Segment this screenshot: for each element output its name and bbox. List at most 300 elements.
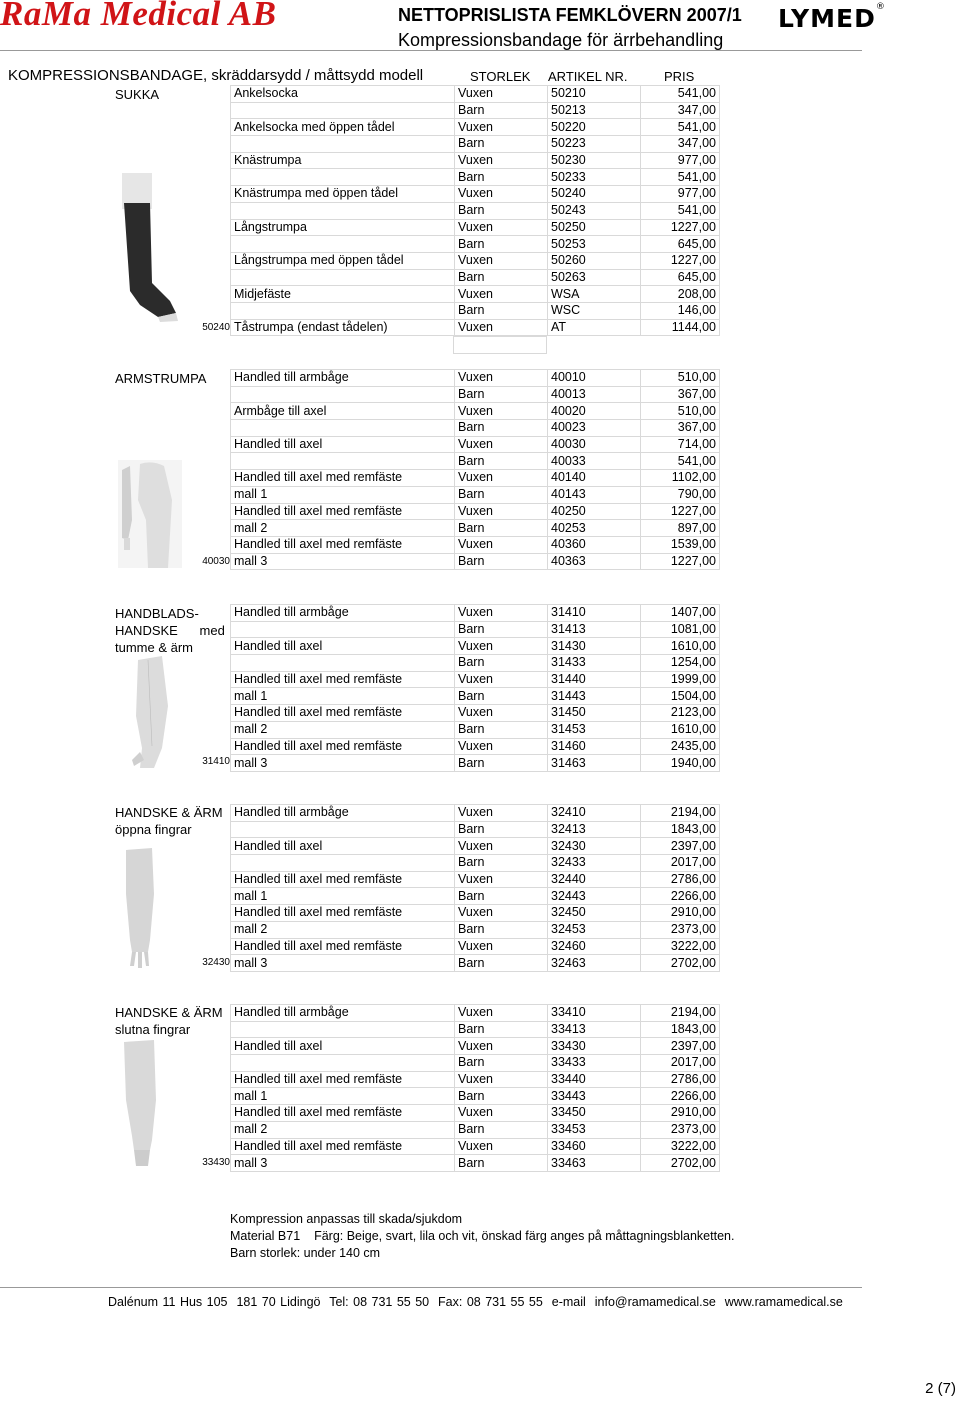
article-cell: 50233 [548,169,641,186]
size-cell: Barn [455,236,548,253]
table-row [231,219,720,236]
price-cell: 2373,00 [641,1121,720,1138]
size-cell: Vuxen [455,403,548,420]
price-cell: 2373,00 [641,921,720,938]
article-cell: 50213 [548,102,641,119]
product-cell [231,269,455,286]
size-cell: Vuxen [455,370,548,387]
article-cell: 32450 [548,905,641,922]
table-row [231,252,720,269]
table-row [231,1038,720,1055]
table-row [231,671,720,688]
table-row [231,1021,720,1038]
price-cell: 2397,00 [641,838,720,855]
table-row [231,553,720,570]
article-cell: 40013 [548,386,641,403]
price-cell: 1144,00 [641,319,720,336]
size-cell: Barn [455,688,548,705]
product-cell [231,169,455,186]
price-cell: 510,00 [641,370,720,387]
size-cell: Vuxen [455,605,548,622]
size-cell: Barn [455,169,548,186]
article-cell: 32460 [548,938,641,955]
article-cell: 31413 [548,621,641,638]
table-row [231,805,720,822]
size-cell: Barn [455,486,548,503]
size-cell: Vuxen [455,436,548,453]
size-cell: Barn [455,1021,548,1038]
size-cell: Barn [455,553,548,570]
product-cell [231,855,455,872]
price-table-sukka [230,85,720,336]
price-cell: 645,00 [641,269,720,286]
article-cell: 40033 [548,453,641,470]
section-label-line: HANDBLADS- [115,606,199,621]
image-article-code: 33430 [202,1157,230,1168]
product-cell: Handled till axel med remfäste [231,536,455,553]
price-cell: 2266,00 [641,888,720,905]
size-cell: Barn [455,202,548,219]
price-cell: 367,00 [641,386,720,403]
table-row [231,855,720,872]
size-cell: Vuxen [455,536,548,553]
price-cell: 1407,00 [641,605,720,622]
price-cell: 2786,00 [641,1071,720,1088]
product-cell: Handled till axel [231,838,455,855]
article-cell: 33450 [548,1105,641,1122]
product-cell: Handled till axel med remfäste [231,871,455,888]
price-cell: 1227,00 [641,252,720,269]
section-label [115,605,225,656]
product-cell [231,236,455,253]
article-cell: 50223 [548,136,641,153]
product-cell: Handled till axel med remfäste [231,1105,455,1122]
article-cell: 40250 [548,503,641,520]
product-cell [231,202,455,219]
article-cell: 32410 [548,805,641,822]
price-cell: 2702,00 [641,955,720,972]
section-label-line: tumme & ärm [115,640,194,655]
footer-contact: Dalénum 11 Hus 105 181 70 Lidingö Tel: 08 731 55 50 Fax: 08 731 55 55 e-mail info@ramamedical.se www.ramamedical.se [108,1295,843,1309]
price-cell: 1940,00 [641,755,720,772]
size-cell: Barn [455,420,548,437]
product-cell: Handled till axel med remfäste [231,1071,455,1088]
article-cell: 40143 [548,486,641,503]
price-cell: 714,00 [641,436,720,453]
table-row [231,888,720,905]
article-cell: 50243 [548,202,641,219]
glove-sleeve-image [118,656,180,771]
price-cell: 541,00 [641,169,720,186]
image-article-code: 32430 [202,957,230,968]
section-label-line: slutna fingrar [115,1022,191,1037]
price-cell: 347,00 [641,102,720,119]
price-cell: 2786,00 [641,871,720,888]
company-logo: RaMa Medical AB [0,0,277,33]
product-cell: Handled till axel med remfäste [231,503,455,520]
size-cell: Vuxen [455,905,548,922]
table-row [231,136,720,153]
size-cell: Vuxen [455,1071,548,1088]
table-row [231,905,720,922]
image-article-code: 40030 [202,556,230,567]
price-cell: 1999,00 [641,671,720,688]
product-cell: Tåstrumpa (endast tådelen) [231,319,455,336]
size-cell: Vuxen [455,805,548,822]
empty-cell [453,336,547,354]
product-cell: Ankelsocka [231,86,455,103]
article-cell: 33460 [548,1138,641,1155]
table-row [231,655,720,672]
article-cell: 40010 [548,370,641,387]
product-cell: mall 3 [231,955,455,972]
product-cell [231,821,455,838]
article-cell: 31463 [548,755,641,772]
section-label-line: öppna fingrar [115,822,192,837]
column-header-price: PRIS [664,69,695,84]
price-cell: 1227,00 [641,553,720,570]
article-cell: 32430 [548,838,641,855]
size-cell: Barn [455,386,548,403]
size-cell: Barn [455,955,548,972]
product-cell: Handled till axel med remfäste [231,1138,455,1155]
article-cell: 31443 [548,688,641,705]
size-cell: Vuxen [455,1105,548,1122]
article-cell: 32443 [548,888,641,905]
table-row [231,1121,720,1138]
size-cell: Vuxen [455,705,548,722]
product-cell: mall 3 [231,755,455,772]
price-cell: 2194,00 [641,805,720,822]
table-row [231,319,720,336]
price-cell: 1227,00 [641,503,720,520]
size-cell: Vuxen [455,319,548,336]
price-cell: 2397,00 [641,1038,720,1055]
price-cell: 1102,00 [641,470,720,487]
article-cell: 32413 [548,821,641,838]
size-cell: Barn [455,136,548,153]
size-cell: Vuxen [455,1005,548,1022]
notes-block [230,1211,734,1262]
product-cell: Handled till axel [231,638,455,655]
product-cell [231,102,455,119]
price-cell: 2702,00 [641,1155,720,1172]
table-row [231,755,720,772]
price-cell: 2017,00 [641,855,720,872]
price-cell: 2910,00 [641,905,720,922]
price-cell: 541,00 [641,86,720,103]
price-cell: 897,00 [641,520,720,537]
article-cell: 31453 [548,721,641,738]
table-row [231,721,720,738]
registered-mark-icon: ® [875,2,886,12]
page-heading: NETTOPRISLISTA FEMKLÖVERN 2007/1 [398,5,742,25]
article-cell: 33413 [548,1021,641,1038]
article-cell: 33463 [548,1155,641,1172]
price-cell: 208,00 [641,286,720,303]
article-cell: 50240 [548,186,641,203]
article-cell: 40363 [548,553,641,570]
section-label [115,1004,223,1038]
price-cell: 977,00 [641,152,720,169]
product-cell: mall 3 [231,1155,455,1172]
article-cell: 32463 [548,955,641,972]
price-cell: 2123,00 [641,705,720,722]
table-row [231,1155,720,1172]
table-row [231,871,720,888]
table-row [231,955,720,972]
section-label [115,370,206,387]
table-row [231,621,720,638]
size-cell: Barn [455,855,548,872]
product-cell: mall 2 [231,520,455,537]
article-cell: AT [548,319,641,336]
article-cell: 40360 [548,536,641,553]
table-row [231,838,720,855]
product-cell: mall 2 [231,1121,455,1138]
table-row [231,370,720,387]
section-title: KOMPRESSIONSBANDAGE, skräddarsydd / måttsydd modell [8,67,424,84]
price-cell: 1843,00 [641,1021,720,1038]
product-cell: Knästrumpa med öppen tådel [231,186,455,203]
table-row [231,705,720,722]
article-cell: 31433 [548,655,641,672]
price-cell: 1254,00 [641,655,720,672]
column-header-article: ARTIKEL NR. [548,69,628,84]
size-cell: Vuxen [455,119,548,136]
product-cell: Ankelsocka med öppen tådel [231,119,455,136]
table-row [231,436,720,453]
price-cell: 1610,00 [641,721,720,738]
product-cell [231,1021,455,1038]
product-cell [231,302,455,319]
table-row [231,302,720,319]
product-cell: Handled till axel med remfäste [231,938,455,955]
product-cell: mall 1 [231,1088,455,1105]
article-cell: 33433 [548,1055,641,1072]
section-label-line: ARMSTRUMPA [115,371,207,386]
size-cell: Barn [455,721,548,738]
product-cell: Knästrumpa [231,152,455,169]
table-row [231,738,720,755]
table-row [231,1105,720,1122]
stocking-image [118,173,184,323]
table-row [231,503,720,520]
article-cell: 31410 [548,605,641,622]
article-cell: 31440 [548,671,641,688]
price-cell: 541,00 [641,453,720,470]
size-cell: Vuxen [455,1138,548,1155]
product-cell: Handled till axel med remfäste [231,738,455,755]
size-cell: Barn [455,269,548,286]
table-row [231,486,720,503]
size-cell: Vuxen [455,938,548,955]
price-cell: 3222,00 [641,1138,720,1155]
arm-sleeve-image [118,460,182,568]
product-cell: Handled till axel med remfäste [231,905,455,922]
table-row [231,119,720,136]
product-cell: Handled till armbåge [231,805,455,822]
product-cell: Långstrumpa [231,219,455,236]
glove-closed-fingers-image [118,1040,168,1168]
table-row [231,236,720,253]
product-cell: Handled till axel med remfäste [231,470,455,487]
price-cell: 541,00 [641,119,720,136]
price-cell: 2266,00 [641,1088,720,1105]
glove-open-fingers-image [118,844,162,968]
price-cell: 367,00 [641,420,720,437]
article-cell: 50220 [548,119,641,136]
product-cell: mall 2 [231,721,455,738]
article-cell: 50263 [548,269,641,286]
section-label-line: SUKKA [115,87,160,102]
product-cell: mall 1 [231,688,455,705]
price-cell: 146,00 [641,302,720,319]
size-cell: Barn [455,453,548,470]
article-cell: 33443 [548,1088,641,1105]
price-cell: 1081,00 [641,621,720,638]
product-cell: Handled till armbåge [231,1005,455,1022]
table-row [231,938,720,955]
size-cell: Barn [455,655,548,672]
table-row [231,202,720,219]
article-cell: WSC [548,302,641,319]
table-row [231,520,720,537]
footer-divider [0,1287,862,1288]
price-cell: 1504,00 [641,688,720,705]
price-table-handske-slutna [230,1004,720,1172]
price-cell: 977,00 [641,186,720,203]
product-cell: Långstrumpa med öppen tådel [231,252,455,269]
article-cell: 40140 [548,470,641,487]
product-cell [231,655,455,672]
article-cell: 40020 [548,403,641,420]
product-cell [231,621,455,638]
price-cell: 2194,00 [641,1005,720,1022]
price-cell: 3222,00 [641,938,720,955]
section-label [115,804,223,838]
price-table-armstrumpa [230,369,720,570]
product-cell: Handled till armbåge [231,370,455,387]
price-cell: 2435,00 [641,738,720,755]
table-row [231,821,720,838]
product-cell: Midjefäste [231,286,455,303]
article-cell: 33430 [548,1038,641,1055]
price-cell: 2017,00 [641,1055,720,1072]
brand-logo [778,4,886,33]
table-row [231,420,720,437]
size-cell: Vuxen [455,738,548,755]
size-cell: Vuxen [455,838,548,855]
page-number: 2 (7) [925,1380,956,1397]
column-header-size: STORLEK [470,69,531,84]
product-cell [231,1055,455,1072]
table-row [231,152,720,169]
size-cell: Barn [455,921,548,938]
size-cell: Barn [455,888,548,905]
article-cell: 33453 [548,1121,641,1138]
table-row [231,186,720,203]
article-cell: 40253 [548,520,641,537]
table-row [231,688,720,705]
article-cell: 33440 [548,1071,641,1088]
size-cell: Barn [455,302,548,319]
table-row [231,605,720,622]
price-cell: 790,00 [641,486,720,503]
article-cell: 50253 [548,236,641,253]
section-label-line: HANDSKE & ÄRM [115,805,223,820]
product-cell: Handled till axel med remfäste [231,705,455,722]
article-cell: WSA [548,286,641,303]
article-cell: 50210 [548,86,641,103]
table-row [231,638,720,655]
product-cell: mall 1 [231,486,455,503]
table-row [231,386,720,403]
table-row [231,86,720,103]
size-cell: Vuxen [455,1038,548,1055]
image-article-code: 50240 [202,322,230,333]
table-row [231,102,720,119]
product-cell: Handled till armbåge [231,605,455,622]
article-cell: 40030 [548,436,641,453]
product-cell: mall 2 [231,921,455,938]
size-cell: Vuxen [455,503,548,520]
article-cell: 31430 [548,638,641,655]
table-row [231,470,720,487]
table-row [231,536,720,553]
note-line: Material B71 Färg: Beige, svart, lila och vit, önskad färg anges på måttagningsblanketten. [230,1229,735,1243]
size-cell: Barn [455,821,548,838]
price-table-handske-oppna [230,804,720,972]
article-cell: 50230 [548,152,641,169]
article-cell: 50250 [548,219,641,236]
size-cell: Vuxen [455,470,548,487]
article-cell: 40023 [548,420,641,437]
brand-logo-text: LYMED [778,4,876,33]
table-row [231,1138,720,1155]
price-cell: 541,00 [641,202,720,219]
product-cell [231,136,455,153]
article-cell: 32440 [548,871,641,888]
page-subheading: Kompressionsbandage för ärrbehandling [398,30,724,50]
table-row [231,1055,720,1072]
header-divider [0,50,862,51]
price-cell: 510,00 [641,403,720,420]
product-cell: Handled till axel [231,1038,455,1055]
section-label-line: HANDSKE med [115,623,225,638]
price-cell: 1227,00 [641,219,720,236]
size-cell: Vuxen [455,638,548,655]
price-cell: 645,00 [641,236,720,253]
section-label [115,86,159,103]
product-cell [231,453,455,470]
table-row [231,269,720,286]
size-cell: Barn [455,1121,548,1138]
article-cell: 33410 [548,1005,641,1022]
image-article-code: 31410 [202,756,230,767]
article-cell: 32453 [548,921,641,938]
article-cell: 50260 [548,252,641,269]
table-row [231,1071,720,1088]
size-cell: Vuxen [455,871,548,888]
product-cell [231,420,455,437]
size-cell: Barn [455,520,548,537]
price-cell: 347,00 [641,136,720,153]
size-cell: Barn [455,102,548,119]
size-cell: Vuxen [455,186,548,203]
size-cell: Vuxen [455,219,548,236]
table-row [231,169,720,186]
